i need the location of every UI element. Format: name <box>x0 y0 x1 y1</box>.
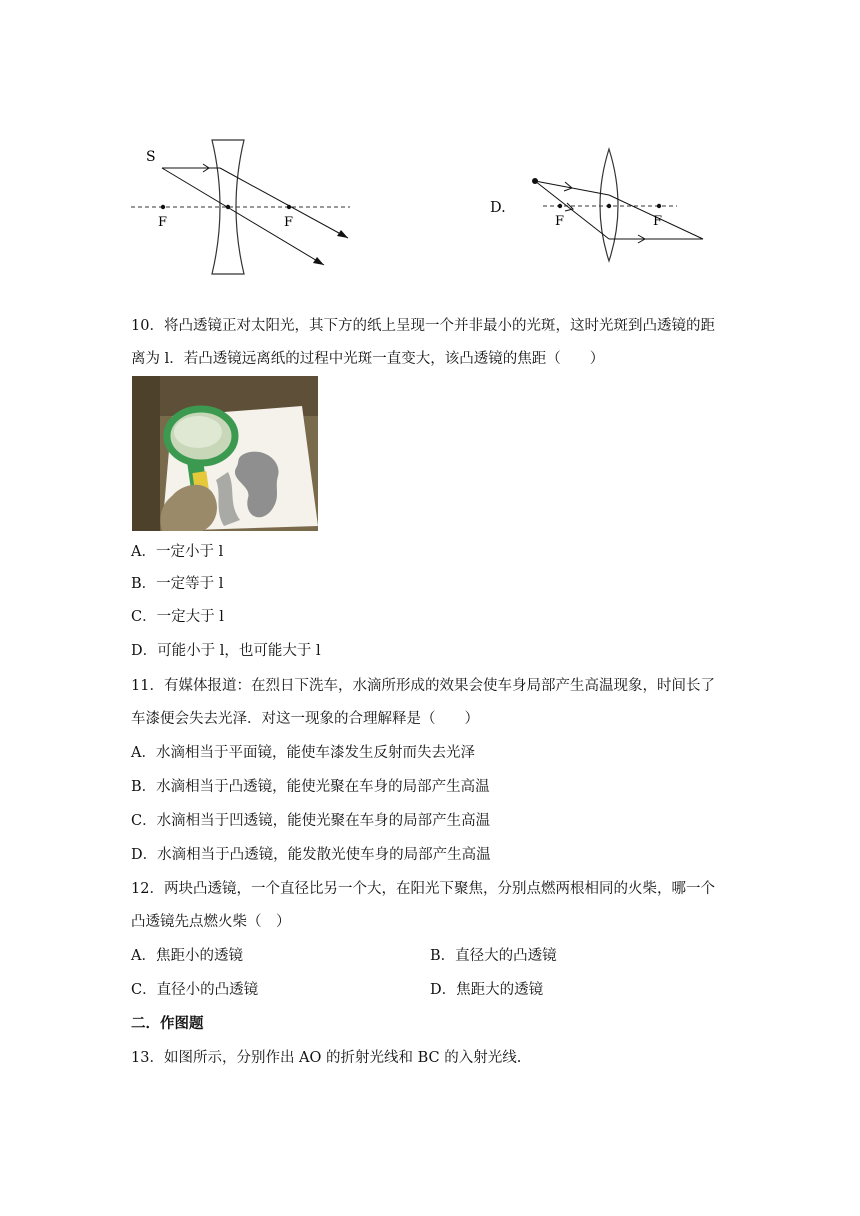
q12-option-a: A．焦距小的透镜 <box>131 948 243 964</box>
q10-stem-line1: 10．将凸透镜正对太阳光，其下方的纸上呈现一个并非最小的光斑，这时光斑到凸透镜的距 <box>131 318 715 334</box>
q11-stem-line2: 车漆便会失去光泽．对这一现象的合理解释是（ ） <box>131 711 479 727</box>
convex-lens-diagram <box>525 145 710 265</box>
q11-option-b: B．水滴相当于凸透镜，能使光聚在车身的局部产生高温 <box>131 779 490 795</box>
q10-option-d: D．可能小于 l，也可能大于 l <box>131 643 321 659</box>
q11-option-d: D．水滴相当于凸透镜，能发散光使车身的局部产生高温 <box>131 847 491 863</box>
section-title: 二．作图题 <box>131 1015 204 1032</box>
q11-stem-line1: 11．有媒体报道：在烈日下洗车，水滴所形成的效果会使车身局部产生高温现象，时间长了 <box>131 678 715 694</box>
q11-option-a: A．水滴相当于平面镜，能使车漆发生反射而失去光泽 <box>131 745 475 761</box>
q12-option-d: D．焦距大的透镜 <box>430 982 544 998</box>
q10-stem-line2: 离为 l．若凸透镜远离纸的过程中光斑一直变大，该凸透镜的焦距（ ） <box>131 351 605 367</box>
focus-label-left-d: F <box>555 214 565 229</box>
q12-stem-line1: 12．两块凸透镜，一个直径比另一个大，在阳光下聚焦，分别点燃两根相同的火柴，哪一个 <box>131 881 715 897</box>
focus-label-right: F <box>284 215 294 230</box>
focus-label-left: F <box>158 215 168 230</box>
option-d-label: D. <box>490 200 506 216</box>
q12-option-c: C．直径小的凸透镜 <box>131 982 259 998</box>
q10-option-b: B．一定等于 l <box>131 576 224 592</box>
q11-option-c: C．水滴相当于凹透镜，能使光聚在车身的局部产生高温 <box>131 813 491 829</box>
concave-lens-diagram <box>128 130 358 280</box>
q12-stem-line2: 凸透镜先点燃火柴（ ） <box>131 914 291 930</box>
q12-option-b: B．直径大的凸透镜 <box>430 948 557 964</box>
focus-label-right-d: F <box>653 214 663 229</box>
magnifier-photo <box>132 376 318 531</box>
source-label-s: S <box>146 149 156 165</box>
q10-option-a: A．一定小于 l <box>131 544 224 560</box>
q13-stem: 13．如图所示，分别作出 AO 的折射光线和 BC 的入射光线. <box>131 1050 522 1066</box>
q10-option-c: C．一定大于 l <box>131 609 224 625</box>
